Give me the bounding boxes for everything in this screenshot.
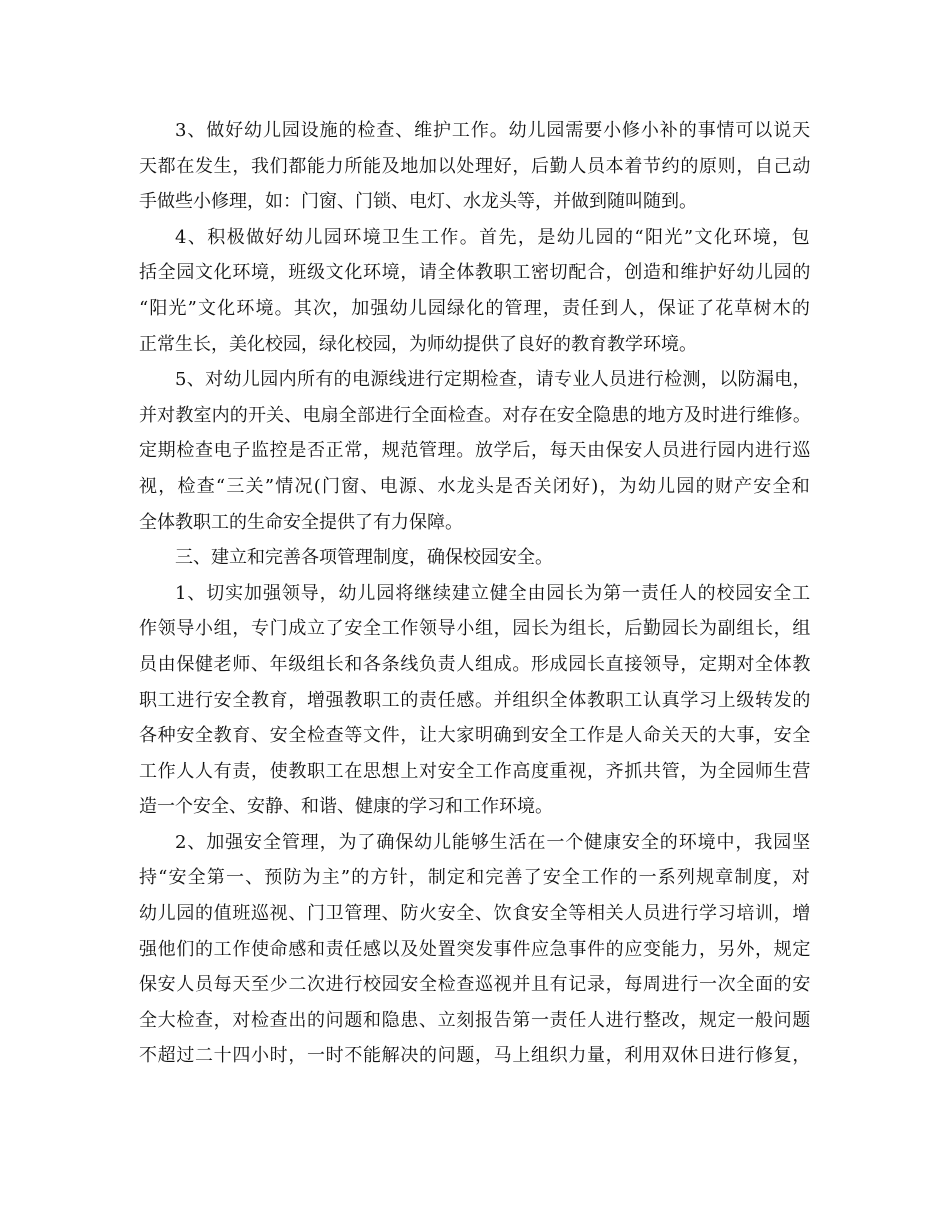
- text-line: 造一个安全、安静、和谐、健康的学习和工作环境。: [139, 796, 553, 818]
- text-line: 员由保健老师、年级组长和各条线负责人组成。形成园长直接领导，定期对全体教: [139, 653, 811, 675]
- text-line: 视，检查“三关”情况(门窗、电源、水龙头是否关闭好)，为幼儿园的财产安全和: [139, 475, 811, 497]
- text-line: 作领导小组，专门成立了安全工作领导小组，园长为组长，后勤园长为副组长，组: [139, 618, 811, 640]
- text-line: 定期检查电子监控是否正常，规范管理。放学后，每天由保安人员进行园内进行巡: [139, 440, 811, 462]
- text-line: 1、切实加强领导，幼儿园将继续建立健全由园长为第一责任人的校园安全工: [175, 582, 811, 604]
- text-line: 正常生长，美化校园，绿化校园，为师幼提供了良好的教育教学环境。: [139, 333, 697, 355]
- text-line: 括全园文化环境，班级文化环境，请全体教职工密切配合，创造和维护好幼儿园的: [139, 262, 811, 284]
- text-line: 5、对幼儿园内所有的电源线进行定期检查，请专业人员进行检测，以防漏电，: [175, 369, 811, 391]
- text-line: 保安人员每天至少二次进行校园安全检查巡视并且有记录，每周进行一次全面的安: [139, 974, 811, 996]
- text-line: 4、积极做好幼儿园环境卫生工作。首先，是幼儿园的“阳光”文化环境，包: [175, 226, 811, 248]
- text-line: 持“安全第一、预防为主”的方针，制定和完善了安全工作的一系列规章制度，对: [139, 867, 811, 889]
- text-line: 各种安全教育、安全检查等文件，让大家明确到安全工作是人命关天的大事，安全: [139, 725, 811, 747]
- text-line: 幼儿园的值班巡视、门卫管理、防火安全、饮食安全等相关人员进行学习培训，增: [139, 903, 811, 925]
- text-line: 职工进行安全教育，增强教职工的责任感。并组织全体教职工认真学习上级转发的: [139, 689, 811, 711]
- text-line: 工作人人有责，使教职工在思想上对安全工作高度重视，齐抓共管，为全园师生营: [139, 760, 811, 782]
- text-line: 天都在发生，我们都能力所能及地加以处理好，后勤人员本着节约的原则，自己动: [139, 155, 811, 177]
- text-line: 不超过二十四小时，一时不能解决的问题，马上组织力量，利用双休日进行修复，: [139, 1045, 811, 1067]
- text-line: 3、做好幼儿园设施的检查、维护工作。幼儿园需要小修小补的事情可以说天: [175, 120, 811, 141]
- text-line: 全大检查，对检查出的问题和隐患、立刻报告第一责任人进行整改，规定一般问题: [139, 1009, 811, 1031]
- document-page: [139, 113, 811, 1074]
- text-line: “阳光”文化环境。其次，加强幼儿园绿化的管理，责任到人，保证了花草树木的: [139, 297, 811, 319]
- text-line: 并对教室内的开关、电扇全部进行全面检查。对存在安全隐患的地方及时进行维修。: [139, 404, 811, 426]
- text-line: 2、加强安全管理，为了确保幼儿能够生活在一个健康安全的环境中，我园坚: [175, 831, 811, 853]
- text-line: 强他们的工作使命感和责任感以及处置突发事件应急事件的应变能力，另外，规定: [139, 938, 811, 960]
- text-line: 全体教职工的生命安全提供了有力保障。: [139, 511, 463, 533]
- text-line: 三、建立和完善各项管理制度，确保校园安全。: [175, 547, 553, 569]
- text-line: 手做些小修理，如：门窗、门锁、电灯、水龙头等，并做到随叫随到。: [139, 191, 697, 213]
